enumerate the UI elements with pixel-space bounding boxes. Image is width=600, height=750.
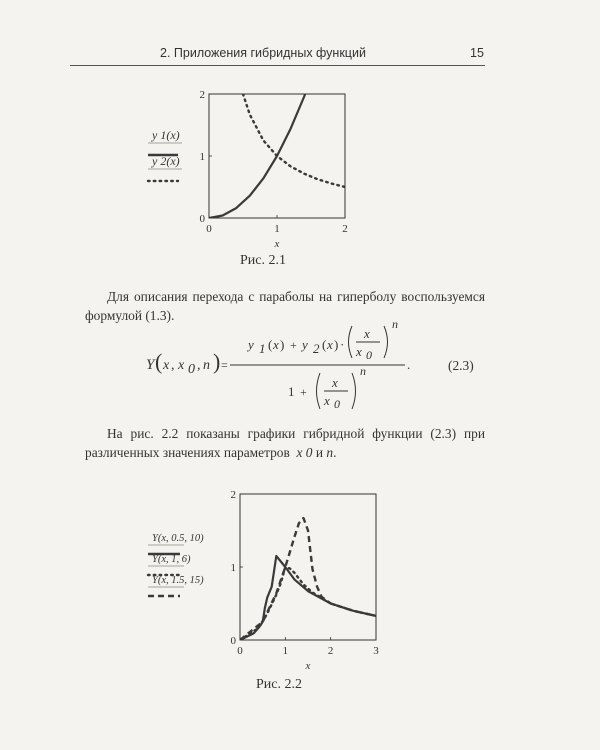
svg-text:.: . <box>407 357 411 372</box>
svg-text:): ) <box>280 337 285 352</box>
svg-text:(: ( <box>322 337 327 352</box>
svg-text:n: n <box>360 364 366 378</box>
svg-text:=: = <box>221 358 228 372</box>
page-number: 15 <box>470 46 484 60</box>
x-tick-label: 3 <box>373 645 379 657</box>
svg-text:1: 1 <box>259 341 266 356</box>
param-x0: x 0 <box>296 445 313 460</box>
paragraph-2-and: и <box>315 445 324 460</box>
svg-text:n: n <box>392 318 398 331</box>
svg-text:): ) <box>213 349 221 374</box>
svg-text:(: ( <box>268 337 273 352</box>
series-line-1 <box>240 556 376 640</box>
svg-text:+: + <box>290 338 297 352</box>
section-title: 2. Приложения гибридных функций <box>160 46 366 60</box>
svg-text:x: x <box>356 344 362 359</box>
x-tick-label: 2 <box>342 223 348 235</box>
svg-text:x: x <box>163 358 170 373</box>
svg-text:1: 1 <box>288 384 295 399</box>
svg-text:·: · <box>340 337 345 352</box>
y-tick-label: 2 <box>230 489 236 501</box>
equation-denominator <box>288 364 366 411</box>
equation-2-3 <box>140 318 490 418</box>
paragraph-2-text: На рис. 2.2 показаны графики гибридной функции (2.3) при различенных значениях параметров <box>85 426 485 460</box>
x-axis-label: x <box>274 238 280 250</box>
series-line-3 <box>240 518 376 640</box>
svg-text:(: ( <box>155 349 163 374</box>
svg-text:0: 0 <box>188 362 195 377</box>
svg-text:Y: Y <box>146 357 155 373</box>
y-tick-label: 1 <box>199 151 205 163</box>
legend-label-1: y 1(x) <box>152 128 180 142</box>
x-tick-label: 2 <box>327 645 334 657</box>
x-axis-label: x <box>305 660 311 672</box>
svg-text:y: y <box>248 337 254 352</box>
plot-frame <box>209 94 345 218</box>
svg-text:0: 0 <box>366 348 372 362</box>
svg-text:x: x <box>332 375 338 390</box>
header-rule <box>70 65 485 66</box>
x-tick-label: 1 <box>274 223 280 235</box>
series-line-2 <box>240 567 376 640</box>
paragraph-1: Для описания перехода с параболы на гиперболу воспользуемся формулой (1.3). <box>85 289 485 323</box>
y-tick-label: 1 <box>230 562 236 574</box>
svg-text:2: 2 <box>313 341 320 356</box>
y-tick-label: 0 <box>230 635 236 647</box>
y-tick-label: 0 <box>199 213 205 225</box>
svg-text:,: , <box>197 358 201 373</box>
svg-text:,: , <box>171 358 175 373</box>
figure-2-2-caption: Рис. 2.2 <box>256 677 302 692</box>
param-n: n <box>326 445 334 460</box>
svg-text:n: n <box>203 358 210 373</box>
figure-2-1-caption: Рис. 2.1 <box>240 253 286 268</box>
series-line-2 <box>243 94 345 187</box>
equation-numerator <box>246 318 398 362</box>
svg-text:0: 0 <box>334 397 340 411</box>
x-tick-label: 0 <box>206 223 212 235</box>
svg-text:x: x <box>364 326 370 341</box>
svg-text:y: y <box>302 337 308 352</box>
svg-text:x: x <box>273 337 279 352</box>
paragraph-2-end: . <box>333 445 337 460</box>
plot-frame <box>240 494 376 640</box>
legend-label-3: Y(x, 1.5, 15) <box>152 575 204 586</box>
figure-2-2 <box>148 489 379 672</box>
equation-number: (2.3) <box>448 358 474 373</box>
legend-label-2: y 2(x) <box>152 154 180 168</box>
svg-text:+: + <box>300 385 307 399</box>
y-tick-label: 2 <box>199 89 205 101</box>
legend-label-2: Y(x, 1, 6) <box>152 554 191 565</box>
svg-text:x: x <box>327 337 333 352</box>
x-tick-label: 0 <box>237 645 243 657</box>
svg-text:x: x <box>178 358 185 373</box>
svg-text:): ) <box>334 337 339 352</box>
equation-lhs <box>146 349 228 377</box>
legend-label-1: Y(x, 0.5, 10) <box>152 533 204 544</box>
x-tick-label: 1 <box>282 645 289 657</box>
paragraph-2 <box>85 424 485 462</box>
svg-text:x: x <box>324 393 330 408</box>
